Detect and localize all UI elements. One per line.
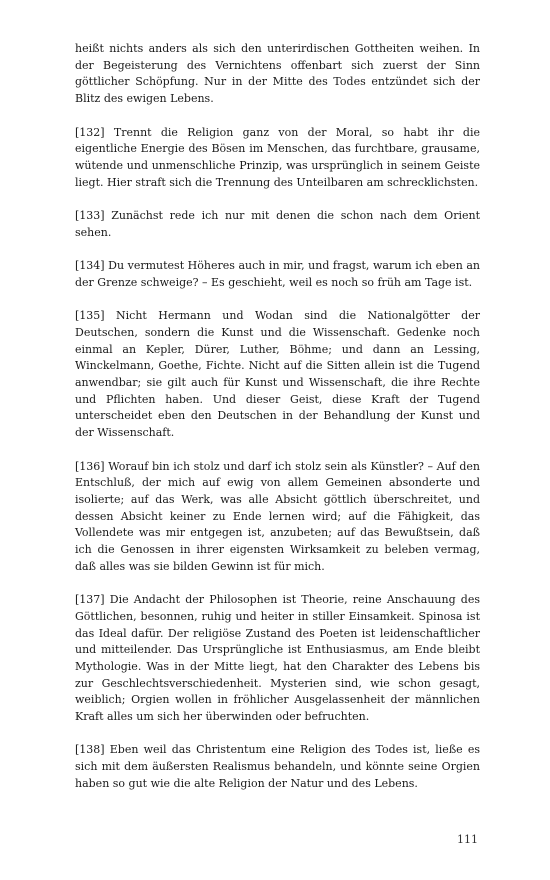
paragraph-133: [133] Zunächst rede ich nur mit denen die schon nach dem Orient sehen. xyxy=(75,209,480,239)
paragraph-138: [138] Eben weil das Christentum eine Religion des Todes ist, ließe es sich mit dem äußersten Realismus behandeln, und könnte seine Orgien haben so gut wie die alte Religion der Natur und des Lebens. xyxy=(75,743,480,790)
paragraph-135: [135] Nicht Hermann und Wodan sind die Nationalgötter der Deutschen, sondern die Kunst und die Wissenschaft. Gedenke noch einmal an Kepler, Dürer, Luther, Böhme; und dann an Lessing, Winckelmann, Goethe, Fichte. Nicht auf die Sitten allein ist die Tugend anwendbar; sie gilt auch für Kunst und Wissenschaft, die ihre Rechte und Pflichten haben. Und dieser Geist, diese Kraft der Tugend unterscheidet eben den Deutschen in der Behandlung der Kunst und der Wissenschaft. xyxy=(75,309,480,440)
paragraph-132: [132] Trennt die Religion ganz von der Moral, so habt ihr die eigentliche Energie des Bösen im Menschen, das furchtbare, grausame, wütende und unmenschliche Prinzip, was ursprünglich in seinem Geiste liegt. Hier straft sich die Trennung des Unteilbaren am schrecklichsten. xyxy=(75,125,480,189)
paragraph-137: [137] Die Andacht der Philosophen ist Theorie, reine Anschauung des Göttlichen, besonnen, ruhig und heiter in stiller Einsamkeit. Spinosa ist das Ideal dafür. Der religiöse Zustand des Poeten ist leidenschaftlicher und mitteilender. Das Ursprüngliche ist Enthusiasmus, am Ende bleibt Mythologie. Was in der Mitte liegt, hat den Charakter des Lebens bis zur Geschlechtsverschiedenheit. Mysterien sind, wie schon gesagt, weiblich; Orgien wollen in fröhlicher Ausgelassenheit der männlichen Kraft alles um sich her überwinden oder befruchten. xyxy=(75,593,480,724)
page-number: 111 xyxy=(457,833,478,846)
body-text xyxy=(75,41,480,809)
paragraph-continuation: heißt nichts anders als sich den unterirdischen Gottheiten weihen. In der Begeisterung des Vernichtens offenbart sich zuerst der Sinn göttlicher Schöpfung. Nur in der Mitte des Todes entzündet sich der Blitz des ewigen Lebens. xyxy=(75,42,480,106)
paragraph-136: [136] Worauf bin ich stolz und darf ich stolz sein als Künstler? – Auf den Entschluß, der mich auf ewig von allem Gemeinen absonderte und isolierte; auf das Werk, was alle Absicht göttlich überschreitet, und dessen Absicht keiner zu Ende lernen wird; auf die Fähigkeit, das Vollendete was mir entgegen ist, anzubeten; auf das Bewußtsein, daß ich die Genossen in ihrer eigensten Wirksamkeit zu beleben vermag, daß alles was sie bilden Gewinn ist für mich. xyxy=(75,459,480,573)
paragraph-134: [134] Du vermutest Höheres auch in mir, und fragst, warum ich eben an der Grenze schweige? – Es geschieht, weil es noch so früh am Tage ist. xyxy=(75,259,480,289)
